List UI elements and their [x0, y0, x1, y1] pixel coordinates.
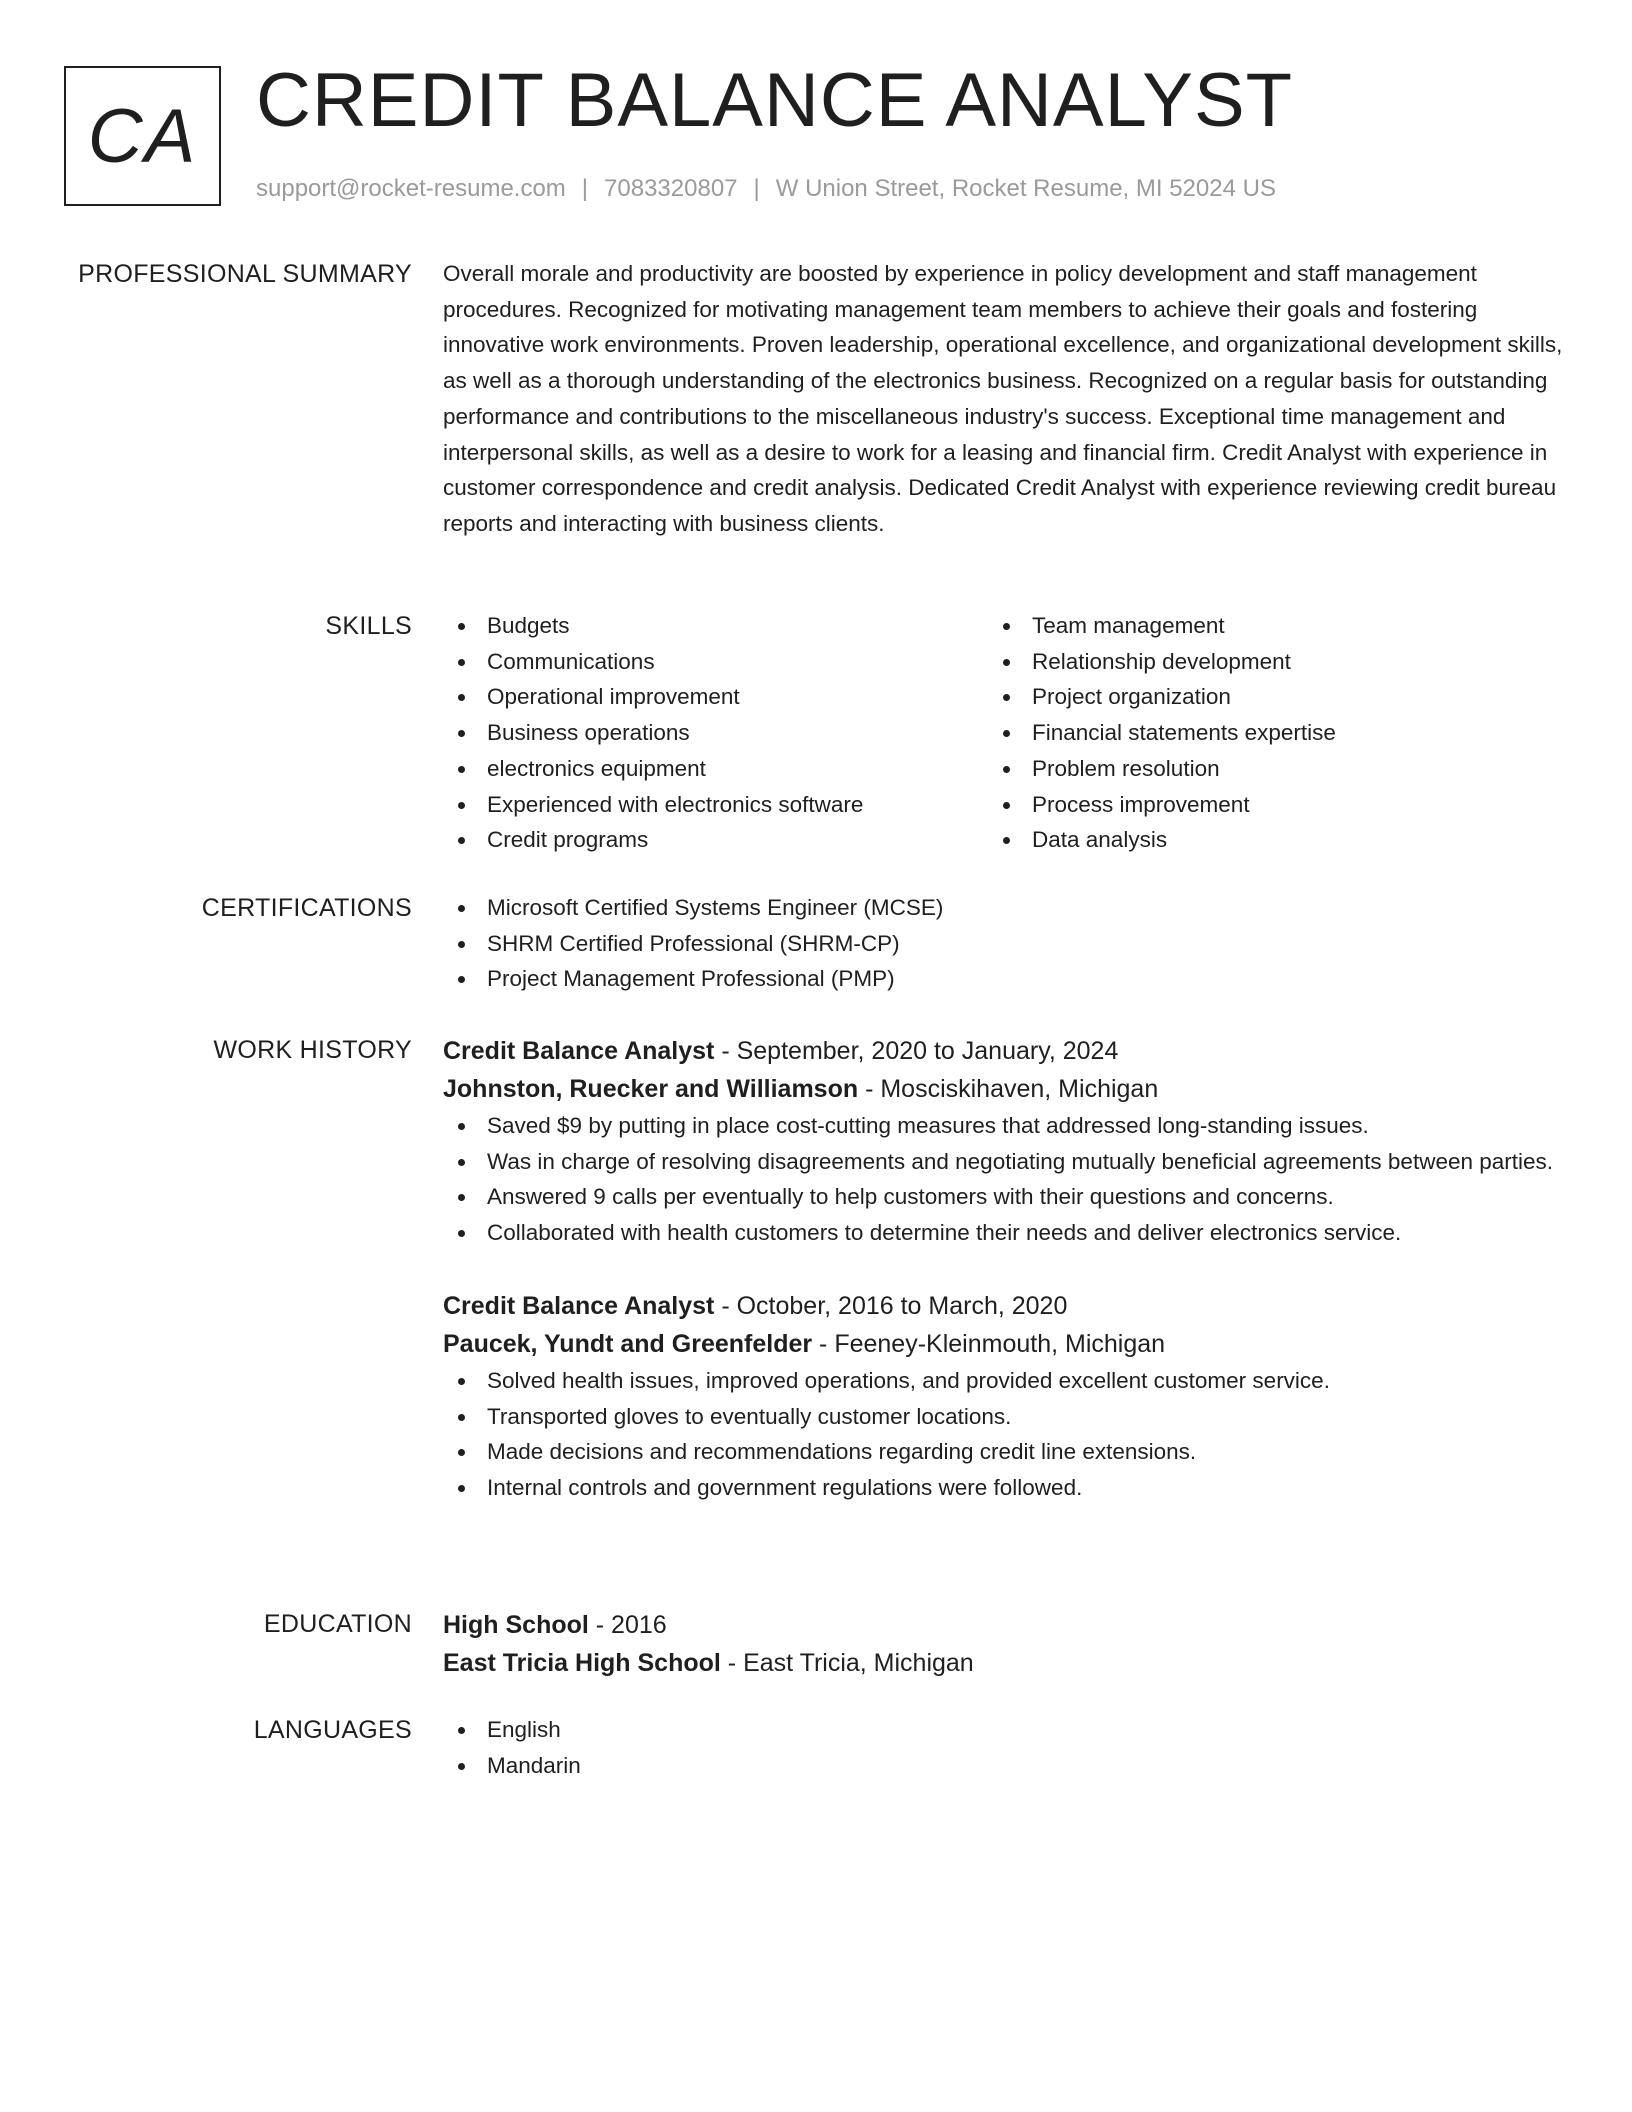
contact-address: W Union Street, Rocket Resume, MI 52024 US: [775, 175, 1276, 202]
languages-list: [443, 1712, 1563, 1783]
summary-body: [443, 256, 1563, 542]
list-item: Problem resolution: [988, 751, 1533, 787]
list-item: Project Management Professional (PMP): [443, 961, 1563, 997]
list-item: Business operations: [443, 715, 988, 751]
job-title: Credit Balance Analyst: [443, 1291, 715, 1320]
monogram-initials: CA: [87, 93, 198, 179]
monogram-box: [64, 66, 221, 206]
education-degree: High School: [443, 1611, 589, 1639]
job-dates: - October, 2016 to March, 2020: [714, 1291, 1068, 1320]
skills-list-right: [988, 608, 1533, 858]
contact-separator: |: [581, 175, 589, 202]
section-label-certifications: CERTIFICATIONS: [201, 894, 412, 922]
job-bullets: [443, 1363, 1563, 1506]
list-item: Transported gloves to eventually customer locations.: [443, 1399, 1563, 1435]
education-degree-line: [443, 1606, 1563, 1644]
section-label-summary: PROFESSIONAL SUMMARY: [78, 260, 412, 288]
list-item: Internal controls and government regulations were followed.: [443, 1470, 1563, 1506]
contact-phone[interactable]: 7083320807: [604, 175, 738, 202]
work-history-body: [443, 1032, 1563, 1506]
job-title-line: [443, 1032, 1563, 1070]
list-item: Solved health issues, improved operations, and provided excellent customer service.: [443, 1363, 1563, 1399]
job-title: Credit Balance Analyst: [443, 1037, 715, 1065]
list-item: Process improvement: [988, 787, 1533, 823]
skills-list-left: [443, 608, 988, 858]
skills-grid: [443, 608, 1563, 858]
list-item: Relationship development: [988, 644, 1533, 680]
education-location: - East Tricia, Michigan: [720, 1649, 974, 1677]
list-item: Communications: [443, 644, 988, 680]
job-entry: [443, 1032, 1563, 1251]
list-item: electronics equipment: [443, 751, 988, 787]
list-item: Project organization: [988, 679, 1533, 715]
education-school: East Tricia High School: [443, 1649, 721, 1677]
education-year: - 2016: [588, 1611, 667, 1639]
contact-email[interactable]: support@rocket-resume.com: [256, 175, 566, 202]
list-item: Was in charge of resolving disagreements and negotiating mutually beneficial agreements between parties.: [443, 1144, 1563, 1180]
section-label-education: EDUCATION: [263, 1610, 412, 1638]
list-item: Data analysis: [988, 822, 1533, 858]
contact-line: [256, 172, 1276, 206]
list-item: Financial statements expertise: [988, 715, 1533, 751]
education-body: [443, 1606, 1563, 1682]
certifications-list: [443, 890, 1563, 997]
list-item: Mandarin: [443, 1748, 1563, 1784]
job-location: - Mosciskihaven, Michigan: [858, 1075, 1159, 1103]
list-item: Credit programs: [443, 822, 988, 858]
list-item: Microsoft Certified Systems Engineer (MCSE): [443, 890, 1563, 926]
job-dates: - September, 2020 to January, 2024: [714, 1037, 1119, 1065]
list-item: Experienced with electronics software: [443, 787, 988, 823]
certifications-body: [443, 890, 1563, 997]
education-school-line: [443, 1644, 1563, 1682]
list-item: Answered 9 calls per eventually to help customers with their questions and concerns.: [443, 1179, 1563, 1215]
job-location: - Feeney-Kleinmouth, Michigan: [812, 1329, 1166, 1358]
list-item: Collaborated with health customers to determine their needs and deliver electronics service.: [443, 1215, 1563, 1251]
list-item: Operational improvement: [443, 679, 988, 715]
job-company: Johnston, Ruecker and Williamson: [443, 1075, 859, 1103]
languages-body: [443, 1712, 1563, 1783]
contact-separator: |: [753, 175, 760, 202]
list-item: Made decisions and recommendations regarding credit line extensions.: [443, 1434, 1563, 1470]
job-entry: [443, 1287, 1563, 1506]
job-company-line: [443, 1325, 1563, 1363]
summary-text: Overall morale and productivity are boosted by experience in policy development and staff management procedures. Recognized for motivating management team members to achieve their goals and fostering innovative work environments. Proven leadership, operational excellence, and organizational development skills, as well as a thorough understanding of the electronics business. Recognized on a regular basis for outstanding performance and contributions to the miscellaneous industry's success. Exceptional time management and interpersonal skills, as well as a desire to work for a leasing and financial firm. Credit Analyst with experience in customer correspondence and credit analysis. Dedicated Credit Analyst with experience reviewing credit bureau reports and interacting with business clients.: [443, 261, 1563, 536]
list-item: Team management: [988, 608, 1533, 644]
job-title-line: [443, 1287, 1563, 1325]
section-label-work-history: WORK HISTORY: [213, 1036, 412, 1064]
list-item: Budgets: [443, 608, 988, 644]
job-bullets: [443, 1108, 1563, 1251]
list-item: SHRM Certified Professional (SHRM-CP): [443, 926, 1563, 962]
list-item: Saved $9 by putting in place cost-cutting measures that addressed long-standing issues.: [443, 1108, 1563, 1144]
section-label-languages: LANGUAGES: [253, 1716, 412, 1744]
list-item: English: [443, 1712, 1563, 1748]
job-company: Paucek, Yundt and Greenfelder: [443, 1329, 813, 1358]
resume-title: CREDIT BALANCE ANALYST: [256, 58, 1294, 143]
section-label-skills: SKILLS: [325, 612, 412, 640]
job-company-line: [443, 1070, 1563, 1108]
